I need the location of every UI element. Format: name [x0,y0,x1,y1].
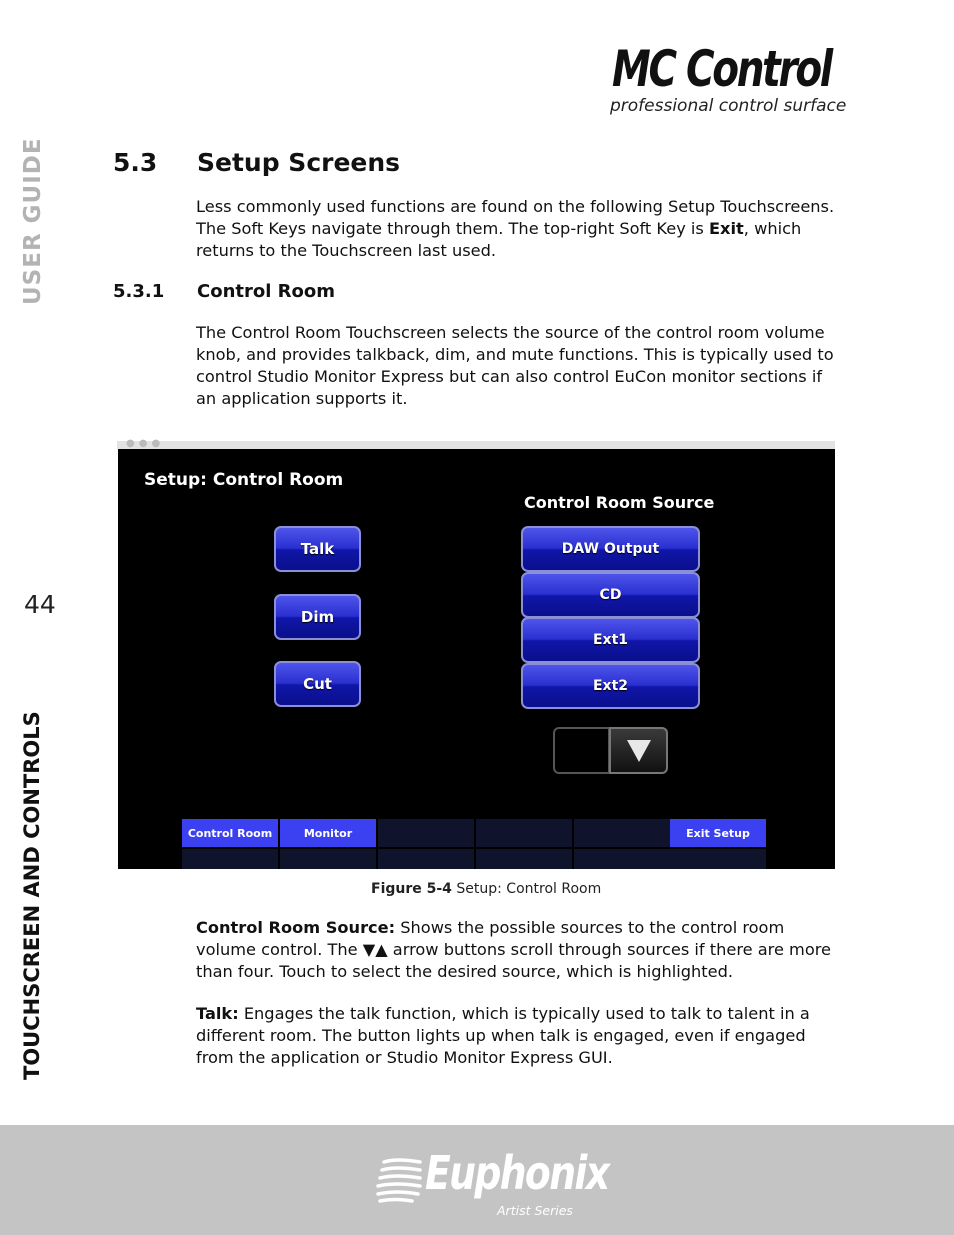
logo-subtitle: professional control surface [610,96,847,116]
softkey-lower [670,849,766,869]
euphonix-waves-icon [376,1156,422,1204]
subsection-title: Control Room [197,281,336,302]
scroll-up-button[interactable] [553,727,610,774]
down-arrow-icon [627,740,651,762]
softkey-lower [476,849,572,869]
source-heading: Control Room Source [524,493,715,512]
talk-description: Talk: Engages the talk function, which is typically used to talk to talent in a different room. The button lights up when talk is engaged, even if engaged from the application or Studio Monitor Express GUI. [196,1004,810,1067]
source-daw-output-button[interactable]: DAW Output [521,526,700,572]
source-description: Control Room Source: Shows the possible sources to the control room volume control. The ▼▲ arrow buttons scroll through sources if there are more than four. Touch to select the desired source, which is highlighted. [196,918,831,981]
section-title: Setup Screens [197,148,401,177]
dim-button[interactable]: Dim [274,594,361,640]
softkey-lower [574,849,670,869]
page-number: 44 [24,590,56,619]
section-heading [113,148,400,177]
source-ext2-button[interactable]: Ext2 [521,663,700,709]
softkey-lower [182,849,278,869]
softkey-lower [378,849,474,869]
source-cd-button[interactable]: CD [521,572,700,618]
euphonix-logo: Euphonix [425,1146,609,1200]
exit-keyword: Exit [709,219,744,238]
cut-button[interactable]: Cut [274,661,361,707]
subsection-text: The Control Room Touchscreen selects the source of the control room volume knob, and provides talkback, dim, and mute functions. This is typically used to control Studio Monitor Express but can also control EuCon monitor sections if an application supports it. [196,323,834,408]
talk-button[interactable]: Talk [274,526,361,572]
subsection-number: 5.3.1 [113,281,165,302]
softkey-empty-5[interactable] [574,819,670,847]
figure-caption: Figure 5-4 Setup: Control Room [371,881,602,897]
softkey-lower [280,849,376,869]
screen-title: Setup: Control Room [144,470,344,490]
softkey-exit-setup[interactable]: Exit Setup [670,819,766,847]
softkey-control-room[interactable]: Control Room [182,819,278,847]
touchscreen [118,449,835,869]
sidebar-user-guide: USER GUIDE [20,137,46,305]
section-number: 5.3 [113,148,158,177]
source-ext1-button[interactable]: Ext1 [521,617,700,663]
window-buttons: ●●● [126,438,165,449]
softkey-monitor[interactable]: Monitor [280,819,376,847]
softkey-empty-3[interactable] [378,819,474,847]
subsection-heading [113,281,335,302]
sidebar-chapter-title: TOUCHSCREEN AND CONTROLS [20,711,44,1080]
scroll-down-button[interactable] [609,727,668,774]
window-titlebar [117,441,835,449]
softkey-empty-4[interactable] [476,819,572,847]
artist-series-tagline: Artist Series [497,1203,573,1218]
section-intro: Less commonly used functions are found on the following Setup Touchscreens. The Soft Keys navigate through them. The top-right Soft Key is Exit, which returns to the Touchscreen last used. [196,197,835,260]
mc-control-logo: MC Control [612,40,831,98]
